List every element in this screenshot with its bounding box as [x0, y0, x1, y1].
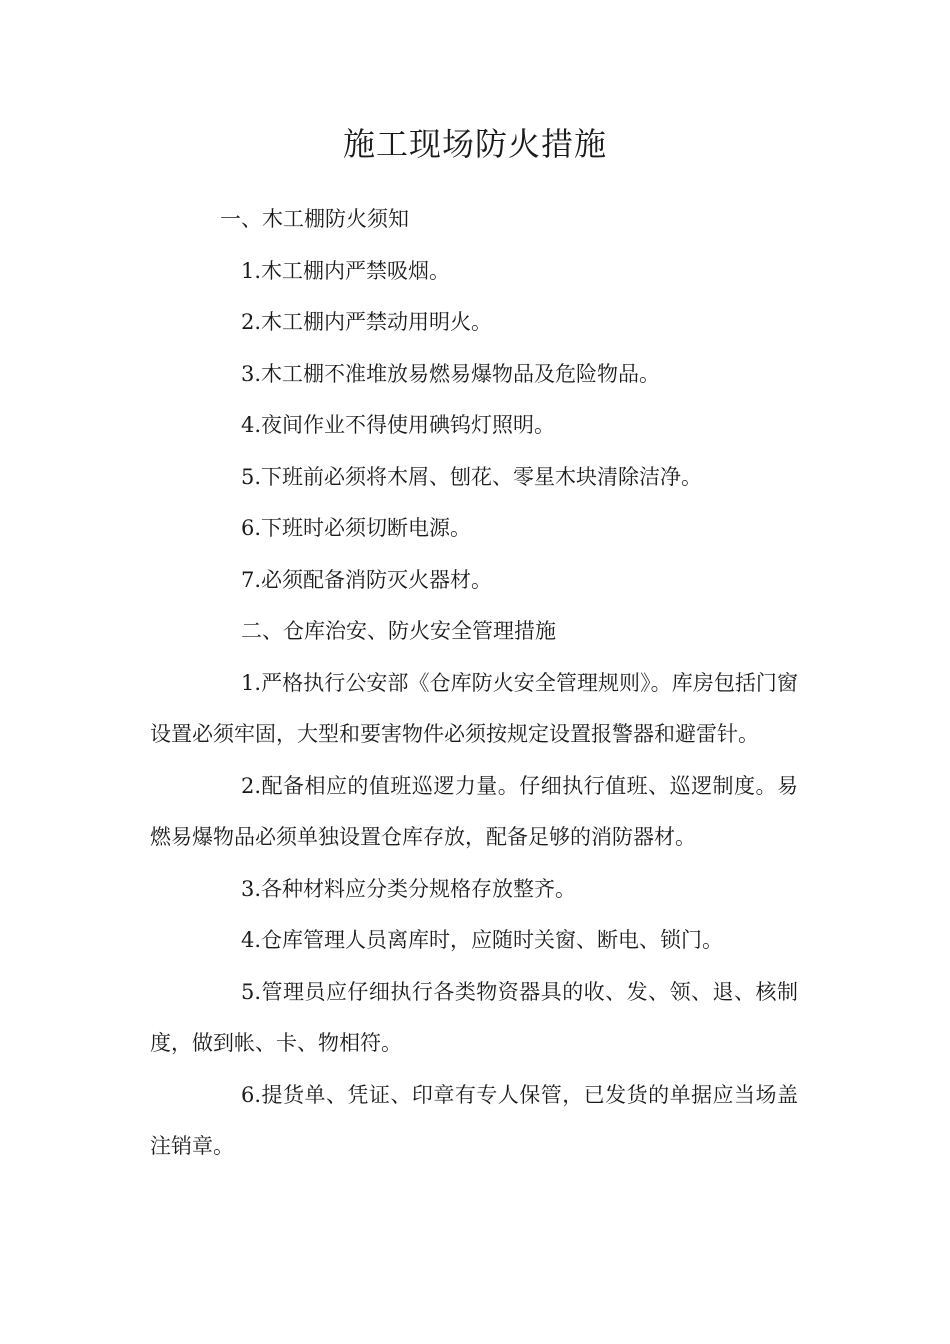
- paragraph: 3.木工棚不准堆放易燃易爆物品及危险物品。: [241, 361, 661, 386]
- paragraph: 6.下班时必须切断电源。: [241, 516, 472, 540]
- document-body: [150, 194, 798, 1173]
- paragraph: 2.木工棚内严禁动用明火。: [241, 310, 493, 334]
- paragraph: 4.夜间作业不得使用碘钨灯照明。: [241, 413, 556, 437]
- paragraph: 1.木工棚内严禁吸烟。: [241, 258, 451, 283]
- paragraph: 1.严格执行公安部《仓库防火安全管理规则》。库房包括门窗设置必须牢固，大型和要害物件必须按规定设置报警器和避雷针。: [150, 670, 798, 746]
- paragraph: 7.必须配备消防灭火器材。: [241, 567, 493, 592]
- paragraph: 6.提货单、凭证、印章有专人保管，已发货的单据应当场盖注销章。: [150, 1082, 798, 1158]
- paragraph: 2.配备相应的值班巡逻力量。仔细执行值班、巡逻制度。易燃易爆物品必须单独设置仓库存放，配备足够的消防器材。: [150, 773, 798, 849]
- paragraph: 5.下班前必须将木屑、刨花、零星木块清除洁净。: [241, 464, 703, 489]
- paragraph: 3.各种材料应分类分规格存放整齐。: [241, 876, 577, 901]
- section-heading-1: 一、木工棚防火须知: [220, 207, 409, 231]
- document-title: 施工现场防火措施: [342, 125, 607, 163]
- section-heading-2: 二、仓库治安、防火安全管理措施: [241, 619, 556, 643]
- paragraph: 5.管理员应仔细执行各类物资器具的收、发、领、退、核制度，做到帐、卡、物相符。: [150, 979, 798, 1055]
- paragraph: 4.仓库管理人员离库时，应随时关窗、断电、锁门。: [241, 928, 724, 952]
